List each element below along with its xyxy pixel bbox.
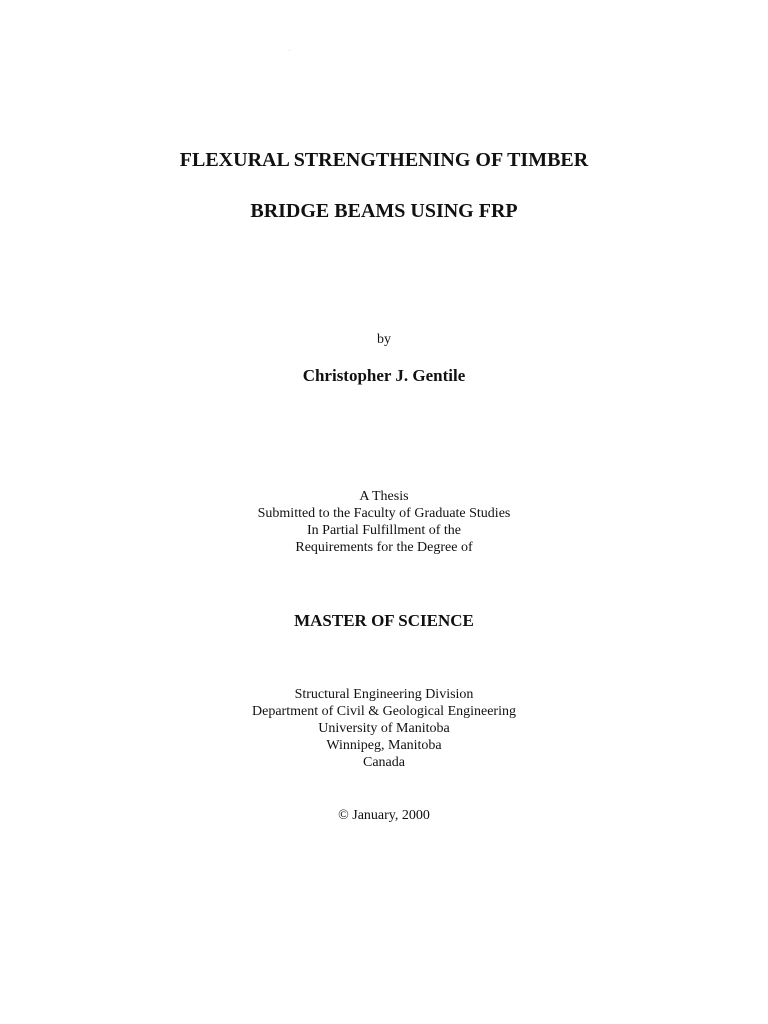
scan-speck bbox=[289, 50, 290, 51]
affiliation-block bbox=[0, 686, 768, 771]
submission-line: Requirements for the Degree of bbox=[295, 540, 473, 555]
submission-line: Submitted to the Faculty of Graduate Studies bbox=[257, 506, 511, 521]
degree-name: MASTER OF SCIENCE bbox=[294, 611, 474, 630]
affiliation-line: Canada bbox=[363, 755, 405, 770]
affiliation-line: Winnipeg, Manitoba bbox=[326, 738, 442, 753]
thesis-title-line-1: FLEXURAL STRENGTHENING OF TIMBER bbox=[179, 149, 589, 171]
affiliation-line: Department of Civil & Geological Engineering bbox=[252, 704, 516, 719]
copyright-date: © January, 2000 bbox=[338, 808, 430, 823]
thesis-title-line-2: BRIDGE BEAMS USING FRP bbox=[250, 200, 518, 222]
submission-line: In Partial Fulfillment of the bbox=[307, 523, 461, 538]
affiliation-line: Structural Engineering Division bbox=[294, 687, 474, 702]
submission-statement bbox=[0, 488, 768, 556]
affiliation-line: University of Manitoba bbox=[318, 721, 450, 736]
submission-line: A Thesis bbox=[359, 489, 409, 504]
author-name: Christopher J. Gentile bbox=[302, 366, 466, 385]
by-label: by bbox=[377, 332, 391, 347]
